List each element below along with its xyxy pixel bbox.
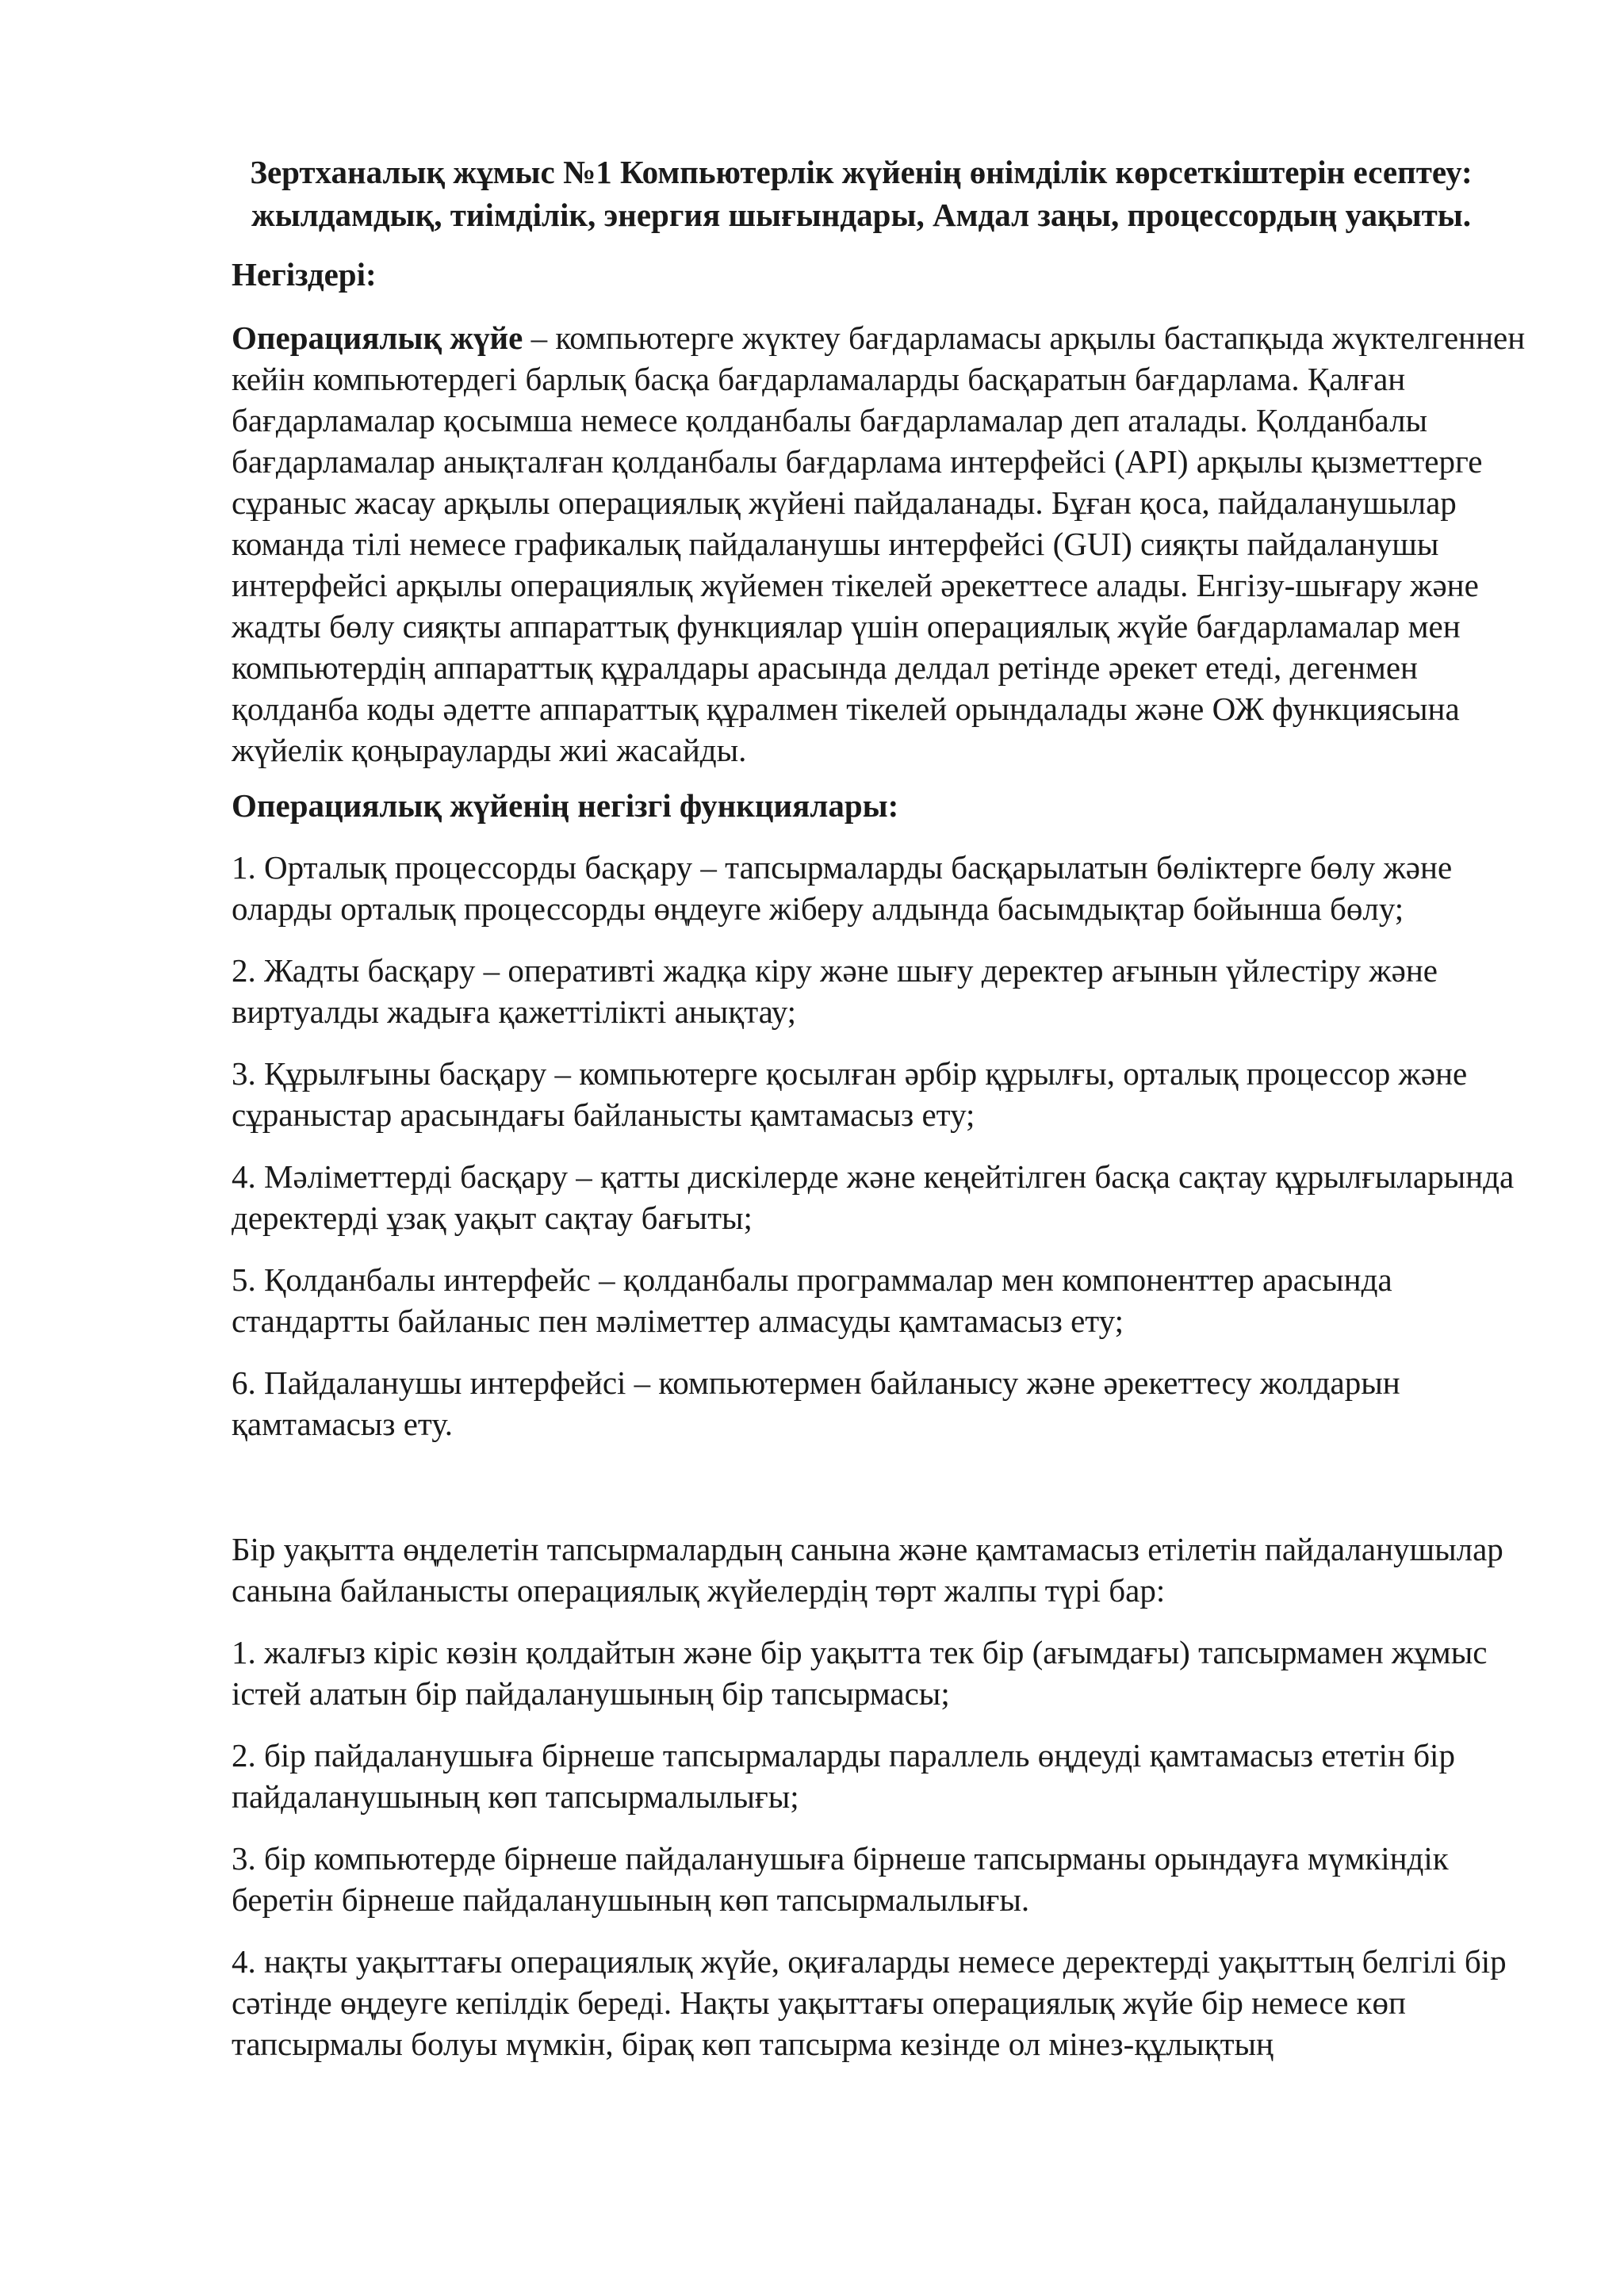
functions-heading: Операциялық жүйенің негізгі функциялары: <box>232 787 899 824</box>
function-item-3: 3. Құрылғыны басқару – компьютерге қосылған әрбір құрылғы, орталық процессор және сұраныстар арасындағы байланысты қамтамасыз ету; <box>232 1055 1468 1133</box>
function-item-5: 5. Қолданбалы интерфейс – қолданбалы программалар мен компоненттер арасында стандартты байланыс пен мәліметтер алмасуды қамтамасыз ету; <box>232 1261 1392 1339</box>
os-type-item-1: 1. жалғыз кіріс көзін қолдайтын және бір уақытта тек бір (ағымдағы) тапсырмамен жұмыс істей алатын бір пайдаланушының бір тапсырмасы; <box>232 1634 1488 1712</box>
function-item-4: 4. Мәліметтерді басқару – қатты дискілерде және кеңейтілген басқа сақтау құрылғыларында деректерді ұзақ уақыт сақтау бағыты; <box>232 1158 1515 1236</box>
os-type-item-3: 3. бір компьютерде бірнеше пайдаланушыға бірнеше тапсырманы орындауға мүмкіндік беретін бірнеше пайдаланушының көп тапсырмалылығы. <box>232 1840 1449 1918</box>
os-definition-paragraph <box>232 317 1532 771</box>
os-term: Операциялық жүйе <box>232 320 523 356</box>
title-line-1: Зертханалық жұмыс №1 Компьютерлік жүйенің өнімділік көрсеткіштерін есептеу: <box>250 154 1473 190</box>
basics-heading: Негіздері: <box>232 256 377 293</box>
function-item-6: 6. Пайдаланушы интерфейсі – компьютермен байланысу және әрекеттесу жолдарын қамтамасыз ету. <box>232 1364 1400 1442</box>
os-types-intro: Бір уақытта өңделетін тапсырмалардың санына және қамтамасыз етілетін пайдаланушылар санына байланысты операциялық жүйелердің төрт жалпы түрі бар: <box>232 1531 1503 1609</box>
os-type-item-4: 4. нақты уақыттағы операциялық жүйе, оқиғаларды немесе деректерді уақыттың белгілі бір сәтінде өңдеуге кепілдік береді. Нақты уақыттағы операциялық жүйе бір немесе көп тапсырмалы болуы мүмкін, бірақ көп тапсырма кезінде ол мінез-құлықтың <box>232 1943 1507 2062</box>
os-type-item-2: 2. бір пайдаланушыға бірнеше тапсырмаларды параллель өңдеуді қамтамасыз ететін бір пайдаланушының көп тапсырмалылығы; <box>232 1737 1455 1815</box>
function-item-1: 1. Орталық процессорды басқару – тапсырмаларды басқарылатын бөліктерге бөлу және оларды орталық процессорды өңдеуге жіберу алдында басымдықтар бойынша бөлу; <box>232 849 1453 927</box>
function-item-2: 2. Жадты басқару – оперативті жадқа кіру және шығу деректер ағынын үйлестіру және виртуалды жадыға қажеттілікті анықтау; <box>232 952 1438 1030</box>
document-title <box>232 151 1491 236</box>
os-definition-text: – компьютерге жүктеу бағдарламасы арқылы бастапқыда жүктелгеннен кейін компьютердегі барлық басқа бағдарламаларды басқаратын бағдарлама. Қалған бағдарламалар қосымша немесе қолданбалы бағдарламалар деп аталады. Қолданбалы бағдарламалар анықталған қолданбалы бағдарлама интерфейсі (API) арқылы қызметтерге сұраныс жасау арқылы операциялық жүйені пайдаланады. Бұған қоса, пайдаланушылар команда тілі немесе графикалық пайдаланушы интерфейсі (GUI) сияқты пайдаланушы интерфейсі арқылы операциялық жүйемен тікелей әрекеттесе алады. Енгізу-шығару және жадты бөлу сияқты аппараттық функциялар үшін операциялық жүйе бағдарламалар мен компьютердің аппараттық құралдары арасында делдал ретінде әрекет етеді, дегенмен қолданба коды әдетте аппараттық құралмен тікелей орындалады және ОЖ функциясына жүйелік қоңырауларды жиі жасайды. <box>232 320 1526 768</box>
title-line-2: жылдамдық, тиімділік, энергия шығындары, Амдал заңы, процессордың уақыты. <box>251 197 1471 233</box>
